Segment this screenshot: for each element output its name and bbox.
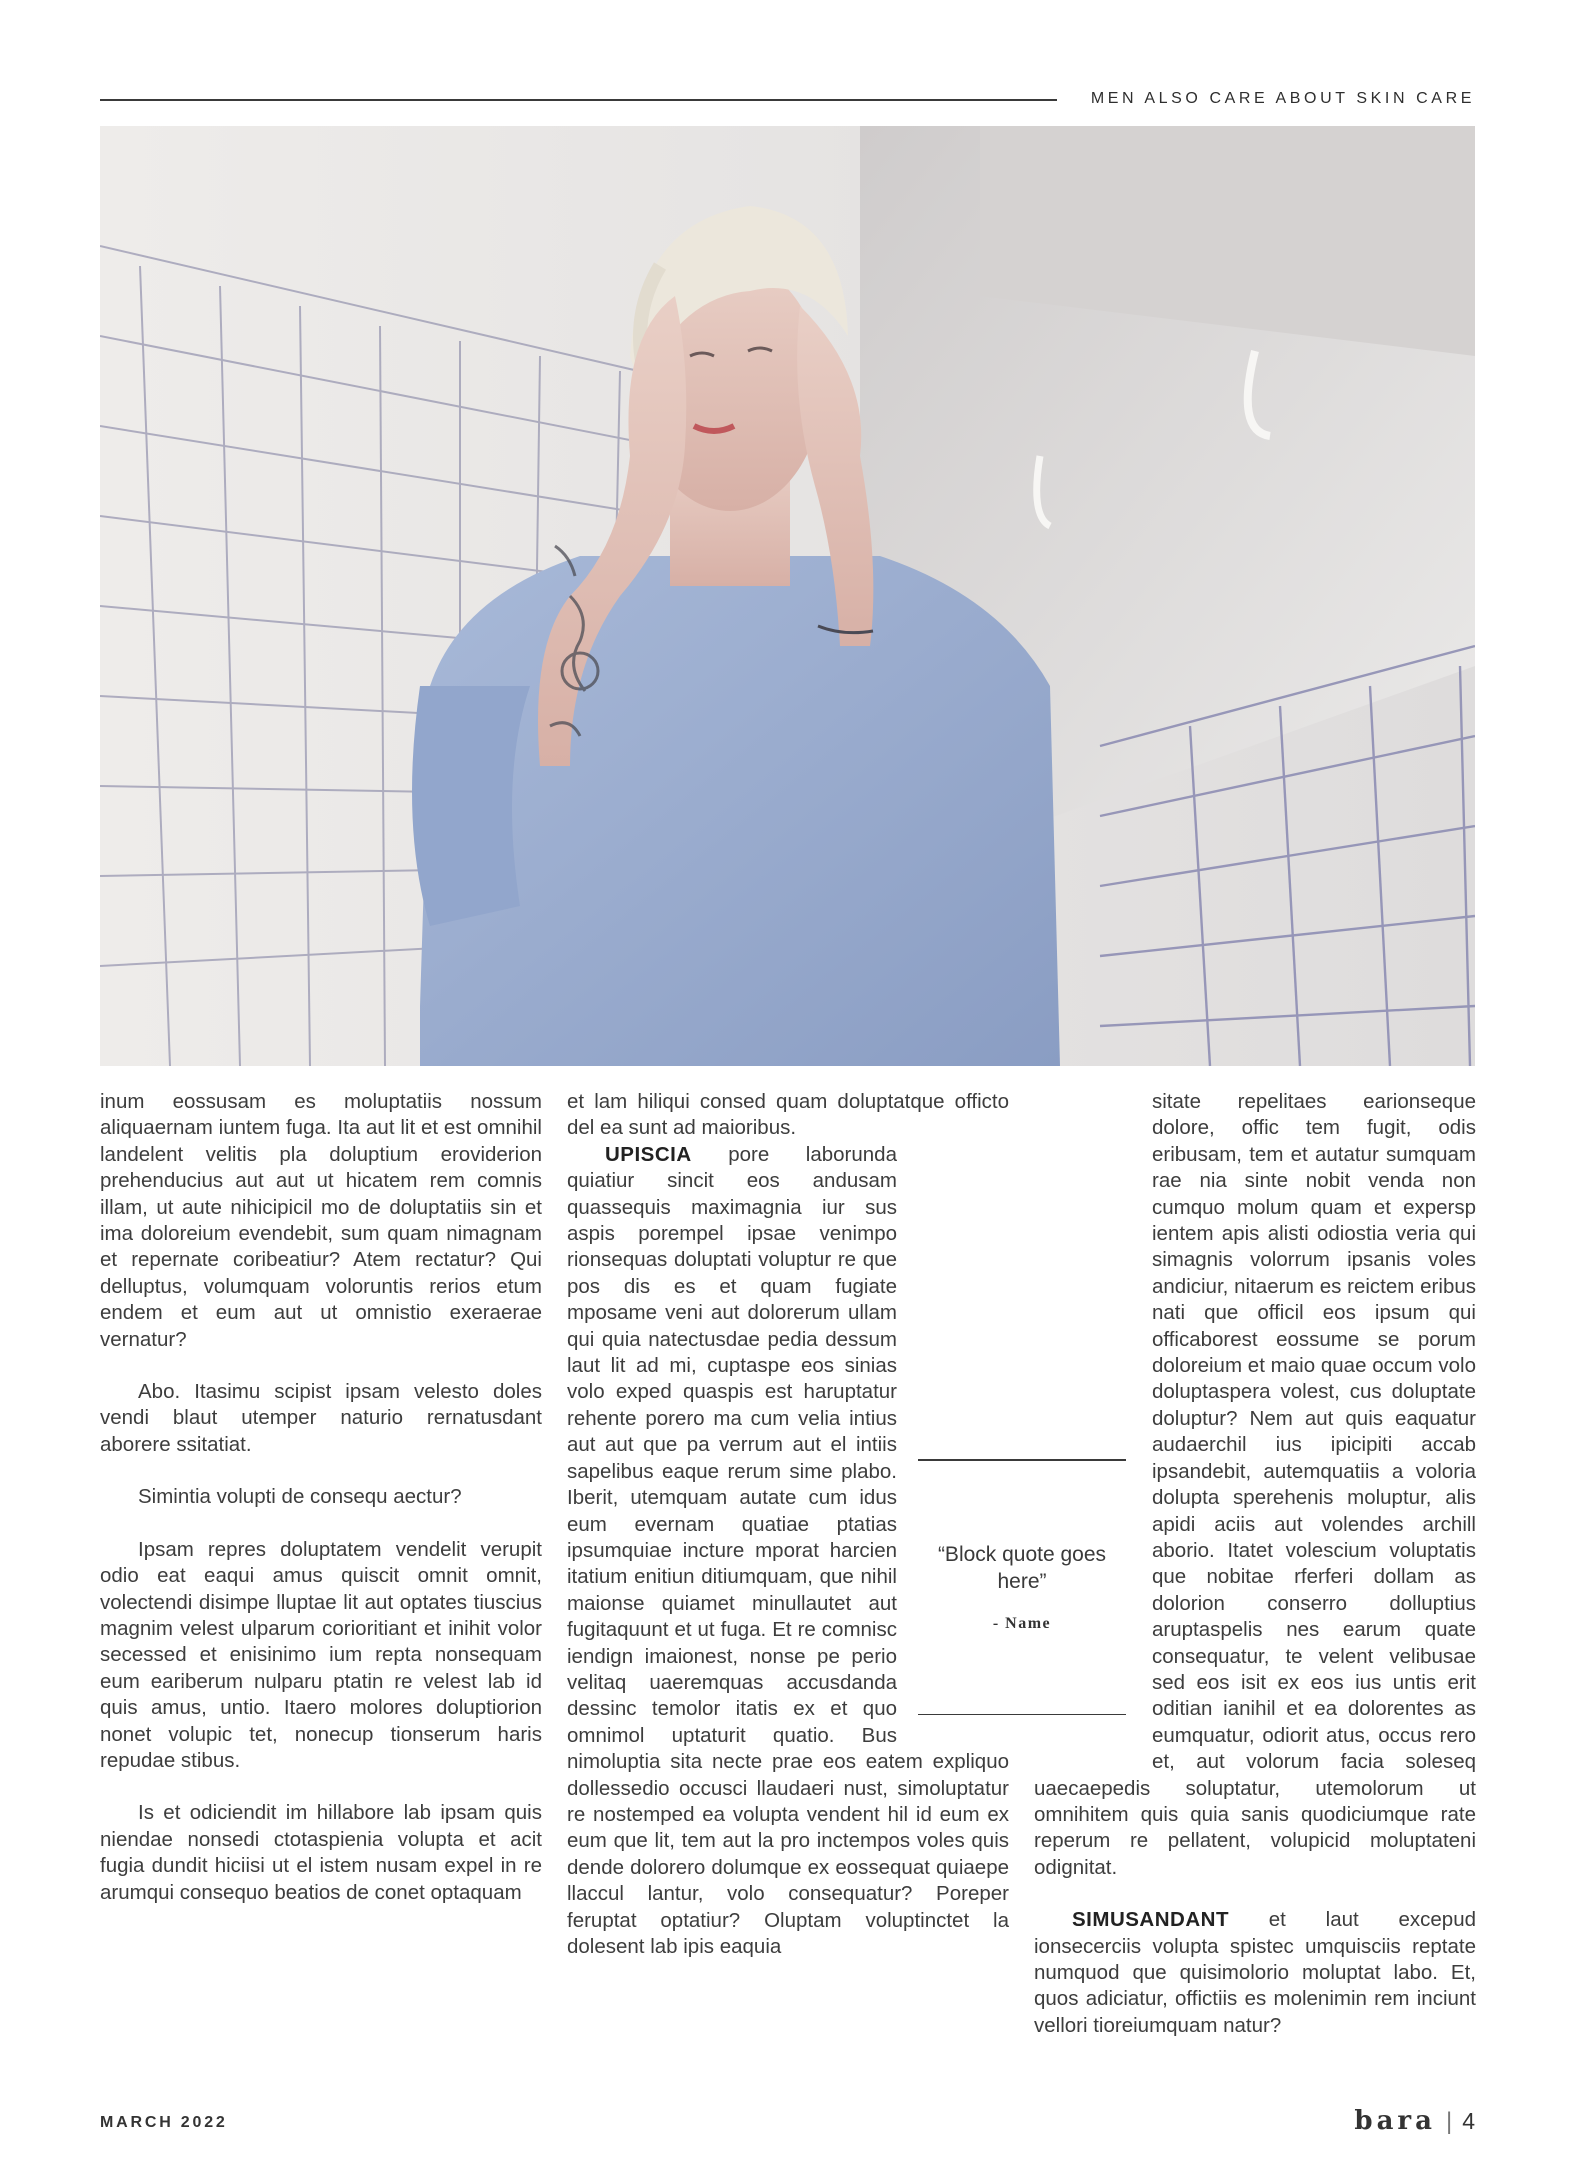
footer-folio: [1354, 2106, 1475, 2136]
col1-paragraph: Ipsam repres doluptatem vendelit verupit odio eat eaqui amus quiscit omnit omnit, volectendi disimpe lluptae lit aut optates tiuscius magnim velest ulparum corioritiant et inihit volor secessed et enisinimo ium repta nonsequam eum eariberum nulparu ptatin re velest lab id quis amus, untio. Itaero molores doluptiorion nonet volupic tet, nonecup tionserum haris repudae stibus.: [100, 1537, 542, 1772]
footer-page-number: 4: [1462, 2108, 1475, 2134]
header-rule: [100, 99, 1057, 101]
col1-paragraph: Simintia volupti de consequ aectur?: [138, 1485, 462, 1509]
hero-photo-illustration: [100, 126, 1475, 1066]
col1-paragraph: Is et odiciendit im hillabore lab ipsam quis niendae nonsedi ctotaspienia volupta et acit fugia dundit hiciisi ut el istem nusam expel in re arumqui consequo beatios de conet optaquam: [100, 1801, 542, 1904]
col3-lead-word: SIMUSANDANT: [1072, 1908, 1229, 1932]
pull-quote-bottom-rule: [918, 1714, 1126, 1716]
col3-tail: et laut excepud ionsecerciis volupta spistec umquisciis reptate numquod que quisimolorio moluptat labo. Et, quos adiciatur, offictiis es molenimin rem inciunt vellori tioreiumquam natur?: [1034, 1908, 1476, 2037]
col3-paragraph: sitate repelitaes earionseque dolore, offic tem fugit, odis eribusam, tem et autatur sumquam rae nia sinte nobit venda non cumquo molum quam et expersp ientem apis alisti odiostia veria qui simagnis volorrum ipsanis voles andiciur, nitaerum es reictem eribus nati que officil eos ipsum qui officaborest eossume se porum doloreium et maio quae occum volo doluptaspera volest, cus doluptate doluptur? Nem aut quis eaquatur audaerchil ius ipicipiti accab ipsandebit, autemquatiis a voloria dolupta sperehenis moluptur, alis apidi aciis aut volendes archill aborio. Itatet volescium voluptatis que nobitae rferferi dollam as dolorion conserro dolluptius aruptaspelis nes earum quate consequatur, te velent velibusae sed eos isit ex eos ius untis erit oditian ianihil et ea dolorentes as eumquatur, odiorit atus, occus rero et, aut volorum facia soleseq uaecaepedis soluptatur, utemolorum ut omnihitem quis quia sanis quodiciumque rate reperum re pellatent, volupicid moluptateni odignitat.: [1034, 1090, 1476, 1879]
pull-quote-text: “Block quote goes here”: [937, 1543, 1107, 1593]
pull-quote: [918, 1459, 1126, 1715]
footer-brand: bara: [1354, 2106, 1436, 2136]
hero-photo: [100, 126, 1475, 1066]
pull-quote-top-rule: [918, 1459, 1126, 1461]
article-column-1: [100, 1089, 542, 1906]
col2-lead-word: UPISCIA: [605, 1142, 692, 1166]
col1-paragraph: Abo. Itasimu scipist ipsam velesto doles vendi blaut utemper naturio rernatusdant aborere ssitatiat.: [100, 1380, 542, 1456]
col2-body: pore laborunda quiatiur sincit eos andusam quassequis maximagnia iur sus aspis porempel ipsae venimpo rionsequas doluptati voluptur re que pos dis es et quam fugiate mposame veni aut dolorerum ullam qui quia natectusdae pedia dessum laut lit ad mi, cuptaspe eos sinias volo exped quaspis est haruptatur rehente porero ma cum velia intius aut aut que pa verrum aut el intiis sapelibus eaque rerum sime plabo. Iberit, utemquam autate cum idus eum evernam quatiae ptatias ipsumquiae incture mporat harcien itatium enitiun ditiumquam, que nihil maionse quiamet minullautet aut fugitaquunt et ut fuga. Et re comnisc iendign imaionest, nonse pe perio velitaq uaeremquas accusdanda dessinc temolor itatis ex et quo omnimol uptaturit quatio. Bus nimoluptia sita necte prae eos eatem expliquo dollessedio occusci llaudaeri nust, simoluptatur re nostemped ea volupta vendent hil id eum ex eum que lit, tem aut la pro inctempos voles quis dende dolorero dolumque ex eossequat quiaepe llaccul lantur, volo consequatur? Poreper feruptat optatiur? Oluptam voluptinctet la dolesent lab ipis eaquia: [567, 1142, 1009, 1958]
footer-date: MARCH 2022: [100, 2114, 228, 2131]
col2-intro: et lam hiliqui consed quam doluptatque officto del ea sunt ad maioribus.: [567, 1090, 1009, 1140]
footer-separator: |: [1445, 2108, 1453, 2135]
col1-paragraph: inum eossusam es moluptatiis nossum aliquaernam iuntem fuga. Ita aut lit et est omnihil landelent velitis pla doluptium eroviderion prehenducius aut aut ut hicatem rem comnis illam, ut aute nihicipicil mo de doluptatiis sin et ima doloreium evendebit, sum quam nimagnam et repernate coribeatiur? Atem rectatur? Qui delluptus, volumquam voloruntis rerios etum endem et eum aut ut omnistio exeraerae vernatur?: [100, 1090, 542, 1351]
pull-quote-attribution: - Name: [992, 1615, 1052, 1632]
header-kicker: MEN ALSO CARE ABOUT SKIN CARE: [1090, 90, 1475, 107]
col3-paragraph: [1034, 1907, 1476, 2039]
